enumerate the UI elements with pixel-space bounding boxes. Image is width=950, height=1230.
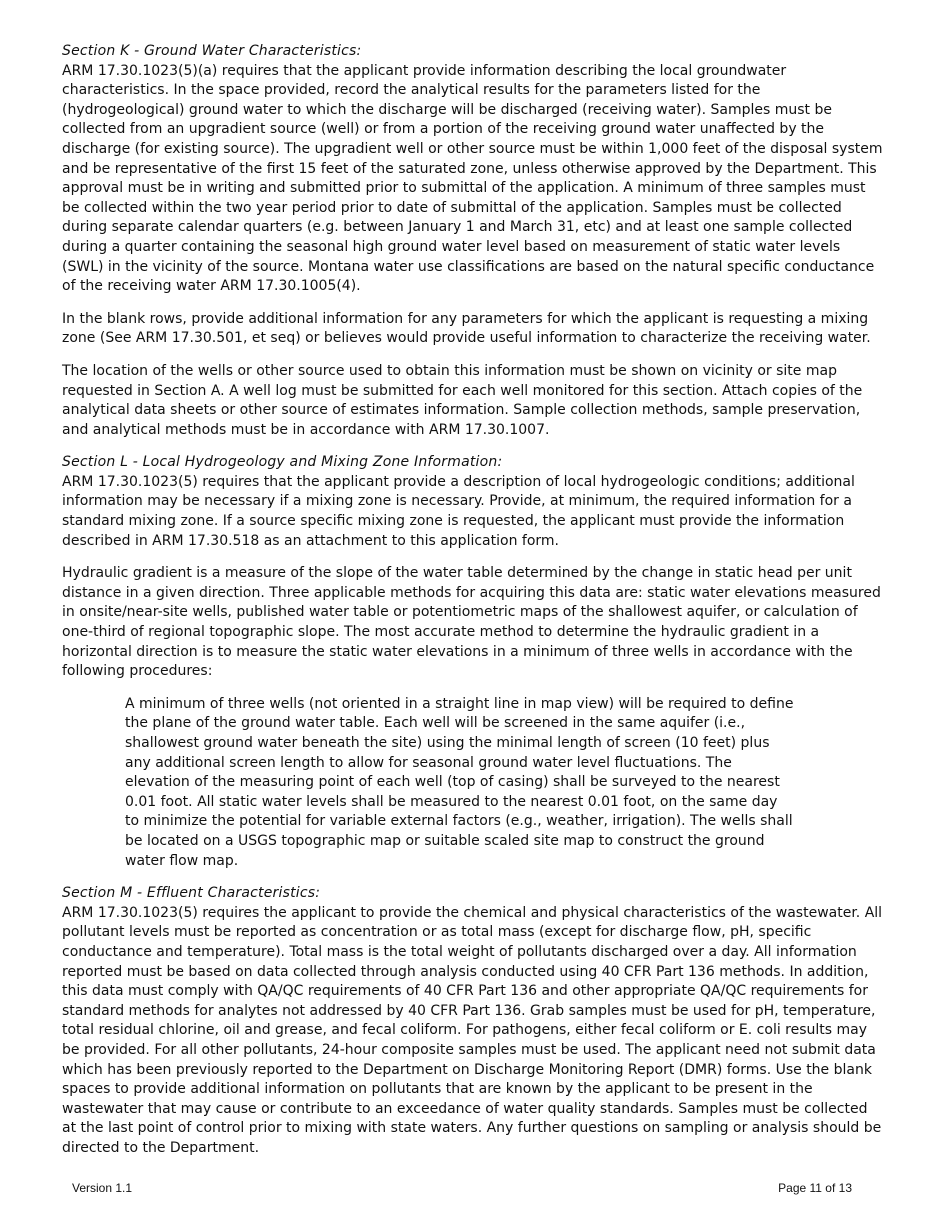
section-l-paragraph-2: Hydraulic gradient is a measure of the slope of the water table determined by the change in static head per unit distance in a given direction. Three applicable methods for acquiring this data are: static water elevations measured in onsite/near-site wells, published water table or potentiometric maps of the shallowest aquifer, or calculation of one-third of regional topographic slope. The most accurate method to determine the hydraulic gradient in a horizontal direction is to measure the static water elevations in a minimum of three wells in accordance with the following procedures: [62, 565, 881, 680]
section-l [62, 453, 884, 871]
section-l-title: Section L - Local Hydrogeology and Mixing Zone Information: [62, 454, 503, 471]
section-l-paragraph-1: ARM 17.30.1023(5) requires that the applicant provide a description of local hydrogeologic conditions; additional information may be necessary if a mixing zone is necessary. Provide, at minimum, the required information for a standard mixing zone. If a source specific mixing zone is requested, the applicant must provide the information described in ARM 17.30.518 as an attachment to this application form. [62, 473, 855, 549]
section-k [62, 42, 884, 440]
footer-version: Version 1.1 [72, 1181, 133, 1195]
section-k-paragraph-1: ARM 17.30.1023(5)(a) requires that the applicant provide information describing the local groundwater characteristics. In the space provided, record the analytical results for the parameters listed for the (hydrogeological) ground water to which the discharge will be discharged (receiving water). Samples must be collected from an upgradient source (well) or from a portion of the receiving ground water unaffected by the discharge (for existing source). The upgradient well or other source must be within 1,000 feet of the disposal system and be representative of the first 15 feet of the saturated zone, unless otherwise approved by the Department. This approval must be in writing and submitted prior to submittal of the application. A minimum of three samples must be collected within the two year period prior to date of submittal of the application. Samples must be collected during separate calendar quarters (e.g. between January 1 and March 31, etc) and at least one sample collected during a quarter containing the seasonal high ground water level based on measurement of static water levels (SWL) in the vicinity of the source. Montana water use classifications are based on the natural specific conductance of the receiving water ARM 17.30.1005(4). [62, 62, 883, 295]
section-k-title: Section K - Ground Water Characteristics: [62, 43, 362, 59]
section-k-paragraph-3: The location of the wells or other source used to obtain this information must be shown on vicinity or site map requested in Section A. A well log must be submitted for each well monitored for this section. Attach copies of the analytical data sheets or other source of estimates information. Sample collection methods, sample preservation, and analytical methods must be in accordance with ARM 17.30.1007. [62, 362, 863, 438]
section-l-indented-procedure: A minimum of three wells (not oriented in a straight line in map view) will be required to define the plane of the ground water table. Each well will be screened in the same aquifer (i.e., shallowest ground water beneath the site) using the minimal length of screen (10 feet) plus any additional screen length to allow for seasonal ground water level fluctuations. The elevation of the measuring point of each well (top of casing) shall be surveyed to the nearest 0.01 foot. All static water levels shall be measured to the nearest 0.01 foot, on the same day to minimize the potential for variable external factors (e.g., weather, irrigation). The wells shall be located on a USGS topographic map or suitable scaled site map to construct the ground water flow map. [125, 695, 794, 869]
footer-page-number: Page 11 of 13 [778, 1181, 852, 1195]
section-m-title: Section M - Effluent Characteristics: [62, 885, 321, 902]
section-m [62, 884, 884, 1158]
section-k-paragraph-2: In the blank rows, provide additional information for any parameters for which the applicant is requesting a mixing zone (See ARM 17.30.501, et seq) or believes would provide useful information to characterize the receiving water. [62, 310, 871, 347]
section-m-paragraph-1: ARM 17.30.1023(5) requires the applicant to provide the chemical and physical characteristics of the wastewater. All pollutant levels must be reported as concentration or as total mass (except for discharge flow, pH, specific conductance and temperature). Total mass is the total weight of pollutants discharged over a day. All information reported must be based on data collected through analysis conducted using 40 CFR Part 136 methods. In addition, this data must comply with QA/QC requirements of 40 CFR Part 136 and other appropriate QA/QC requirements for standard methods for analytes not addressed by 40 CFR Part 136. Grab samples must be used for pH, temperature, total residual chlorine, oil and grease, and fecal coliform. For pathogens, either fecal coliform or E. coli results may be provided. For all other pollutants, 24-hour composite samples must be used. The applicant need not submit data which has been previously reported to the Department on Discharge Monitoring Report (DMR) forms. Use the blank spaces to provide additional information on pollutants that are known by the applicant to be present in the wastewater that may cause or contribute to an exceedance of water quality standards. Samples must be collected at the last point of control prior to mixing with state waters. Any further questions on sampling or analysis should be directed to the Department. [62, 904, 883, 1156]
document-page [62, 42, 884, 1171]
